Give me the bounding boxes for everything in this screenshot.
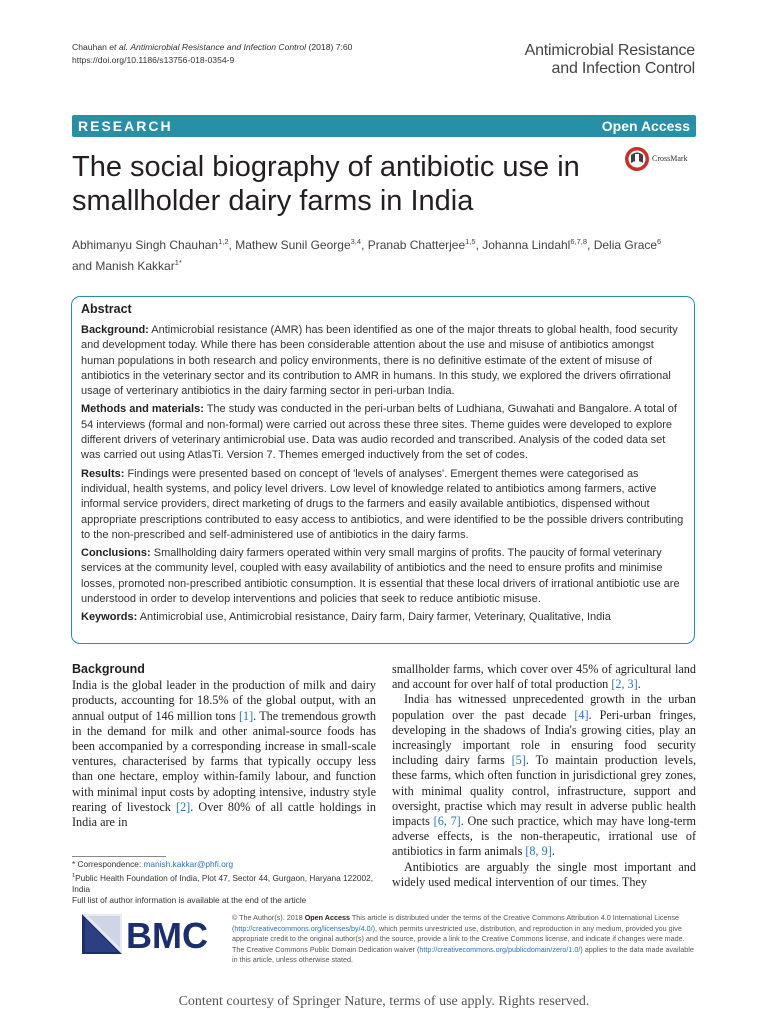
abstract-keywords-text: Antimicrobial use, Antimicrobial resistance, Dairy farm, Dairy farmer, Veterinary, Qualitative, India (137, 611, 611, 624)
body-text: . (637, 677, 641, 692)
author-name: Abhimanyu Singh Chauhan (72, 238, 219, 252)
license-open-access: Open Access (304, 913, 350, 922)
journal-name-line1: Antimicrobial Resistance (524, 42, 695, 59)
abstract-box (71, 296, 695, 644)
body-text: India is the global leader in the production of milk and dairy products, accounting for 18.5% of the global output, with an annual output of 146 million tons (72, 678, 376, 723)
doi-link[interactable]: https://doi.org/10.1186/s13756-018-0354-9 (72, 55, 235, 65)
bmc-logo-text: BMC (126, 915, 208, 956)
affiliation-line (72, 871, 376, 896)
abstract-heading: Abstract (81, 302, 132, 316)
footnotes (72, 859, 376, 907)
correspondence-email-link[interactable]: manish.kakkar@phfi.org (143, 859, 234, 869)
abstract-conclusions (81, 546, 685, 607)
abstract-conclusions-text: Smallholding dairy farmers operated within very small margins of profits. The paucity of formal veterinary services at the community level, coupled with easy availability of antibiotics and the need to ensure profits and minimise losses, promoted non-prescribed antibiotic consumption. It is essential that these local drivers of irrational antibiotic use are understood in order to develop interventions and policies that seek to reduce antibiotic misuse. (81, 547, 680, 606)
reference-link[interactable]: [2] (176, 799, 191, 814)
author-affiliation: 6 (657, 237, 662, 246)
citation-authors: Chauhan (72, 42, 107, 52)
body-text: India has witnessed unprecedented growth in the urban population over the past decade (392, 692, 696, 722)
reference-link[interactable]: [8, 9] (525, 844, 552, 859)
abstract-background-label: Background: (81, 324, 149, 336)
license-text-part: ) applies to the data made available in this article, unless otherwise stated. (232, 944, 694, 965)
crossmark-label: CrossMark (652, 154, 688, 163)
author-affiliation: 3,4 (350, 237, 362, 246)
author-name: Johanna Lindahl (482, 238, 571, 252)
full-list-note: Full list of author information is available at the end of the article (72, 895, 307, 906)
license-url-link[interactable]: http://creativecommons.org/licenses/by/4.0/ (234, 923, 373, 933)
body-text: . Over 80% of all cattle holdings in India are in (72, 799, 376, 830)
correspondence-line (72, 859, 376, 871)
reference-link[interactable]: [5] (511, 753, 526, 768)
author-name: Mathew Sunil George (235, 238, 351, 252)
journal-name-line2: and Infection Control (551, 60, 695, 77)
author-name: Pranab Chatterjee (367, 238, 466, 252)
open-access-label: Open Access (601, 118, 690, 134)
body-paragraph (392, 692, 696, 859)
affiliation-number: 1 (72, 872, 76, 879)
body-column-left (72, 662, 376, 830)
author-list (72, 233, 696, 275)
body-text: . Peri-urban fringes, developing in the shadows of India's growing cities, play an increasingly important role in ensuring food security including dairy farms (392, 707, 696, 768)
author-affiliation: 1,2 (218, 237, 229, 246)
author-separator: , (228, 238, 236, 252)
publisher-logo (82, 910, 212, 956)
author-affiliation: 1* (174, 258, 182, 267)
running-header (72, 41, 352, 67)
author-name: Delia Grace (593, 238, 658, 252)
author-name: and Manish Kakkar (72, 259, 175, 273)
body-text: . To maintain production levels, these farms, which often function in jurisdictional grey zones, with minimal quality control, infrastructure, support and oversight, practise which may result in adverse public health impacts (392, 753, 697, 829)
body-text: . The tremendous growth in the demand for milk and other animal-source foods has been accompanied by a corresponding increase in small-scale ventures, characterised by farms that typically occupy less than one hectare, employ within-family labour, and function with minimal input costs by adopting intensive, industry style rearing of livestock (72, 708, 376, 814)
body-paragraph: Antibiotics are arguably the single most important and widely used medical intervention of our times. They (392, 859, 696, 889)
citation-year-volume: (2018) 7:60 (308, 42, 353, 52)
abstract-methods (81, 402, 685, 463)
crossmark-icon (624, 146, 650, 172)
abstract-conclusions-label: Conclusions: (81, 547, 151, 560)
correspondence-label: * Correspondence: (72, 859, 144, 869)
author-separator: , (475, 238, 483, 252)
footnote-divider (72, 856, 166, 857)
body-column-right (392, 662, 696, 890)
author-separator: , (361, 238, 368, 252)
abstract-keywords (81, 610, 685, 625)
author-affiliation: 6,7,8 (570, 237, 588, 246)
reference-link[interactable]: [2, 3] (611, 677, 638, 692)
copyright-text: © The Author(s). 2018 (232, 913, 305, 922)
abstract-results-label: Results: (81, 467, 125, 480)
abstract-keywords-label: Keywords: (81, 611, 138, 624)
abstract-methods-text: The study was conducted in the peri-urban belts of Ludhiana, Guwahati and Bangalore. A total of 54 interviews (formal and non-formal) were carried out across these three sites. Theme guides were developed to explore different drivers of veterinary antimicrobial use. Data was audio recorded and transcribed. Analysis of the coded data set was carried out using AtlasTi. Version 7. Themes emerged inductively from the set of codes. (81, 403, 677, 462)
section-banner (72, 115, 696, 137)
abstract-background (81, 323, 685, 399)
license-text-part: This article is distributed under the terms of the Creative Commons Attribution 4.0 International License ( (232, 913, 680, 933)
abstract-results-text: Findings were presented based on concept of 'levels of analyses'. Emergent themes were categorised as individual, health systems, and policy level drivers. Low level of knowledge related to antibiotics among farmers, active informal service providers, direct marketing of drugs to the farmers and easily available antibiotics, dispensed without appropriate prescriptions contributed to easy access to antibiotics, and were identified to be the possible drivers contributing to the non-prescribed and self-administered use of antibiotics in the dairy farms. (81, 467, 684, 541)
reference-link[interactable]: [4] (574, 707, 589, 722)
background-heading: Background (72, 662, 145, 676)
license-text (232, 913, 696, 966)
reference-link[interactable]: [1] (238, 708, 254, 723)
citation-journal: Antimicrobial Resistance and Infection Control (130, 42, 307, 52)
abstract-methods-label: Methods and materials: (81, 403, 204, 416)
reference-link[interactable]: [6, 7] (433, 814, 461, 829)
journal-name (525, 42, 695, 78)
article-type-label: RESEARCH (78, 118, 173, 134)
abstract-background-text: Antimicrobial resistance (AMR) has been identified as one of the major threats to global health, food security and development today. While there has been considerable attention about the use and misuse of antibiotics amongst human populations in both research and policy environments, there is no definitive estimate of the extent of misuse of antibiotics in the veterinary sector and its contribution to AMR in humans. In this study, we explored the drivers ofirrational usage of verterinary antibiotics in the dairy farming sector in peri-urban India. (81, 324, 678, 398)
citation-line (72, 41, 352, 54)
courtesy-notice: Content courtesy of Springer Nature, terms of use apply. Rights reserved. (178, 994, 590, 1009)
public-domain-url-link[interactable]: http://creativecommons.org/publicdomain/zero/1.0/ (419, 944, 581, 954)
body-paragraph (392, 662, 696, 692)
author-separator: , (587, 238, 594, 252)
bmc-logo-icon (82, 910, 212, 956)
article-title: The social biography of antibiotic use in smallholder dairy farms in India (72, 151, 580, 217)
crossmark-badge[interactable] (624, 146, 714, 174)
license-text-part: ), which permits unrestricted use, distribution, and reproduction in any medium, provided you give appropriate credit to the original author(s) and the source, provide a link to the Creative Commons license, and indicate if changes were made. The Creative Commons Public Domain Dedication waiver ( (232, 923, 685, 954)
body-paragraph (72, 678, 376, 830)
author-affiliation: 1,5 (465, 237, 476, 246)
body-text: smallholder farms, which cover over 45% of agricultural land and account for over half of total production (392, 662, 696, 692)
abstract-results (81, 467, 685, 543)
citation-etal: et al. (109, 42, 128, 52)
affiliation-text: Public Health Foundation of India, Plot 47, Sector 44, Gurgaon, Haryana 122002, India (72, 872, 374, 894)
body-text: . One such practice, which may have long-term adverse effects, is the non-therapeutic, irrational use of antibiotics in farm animals (392, 814, 696, 859)
body-text: . (551, 844, 555, 859)
